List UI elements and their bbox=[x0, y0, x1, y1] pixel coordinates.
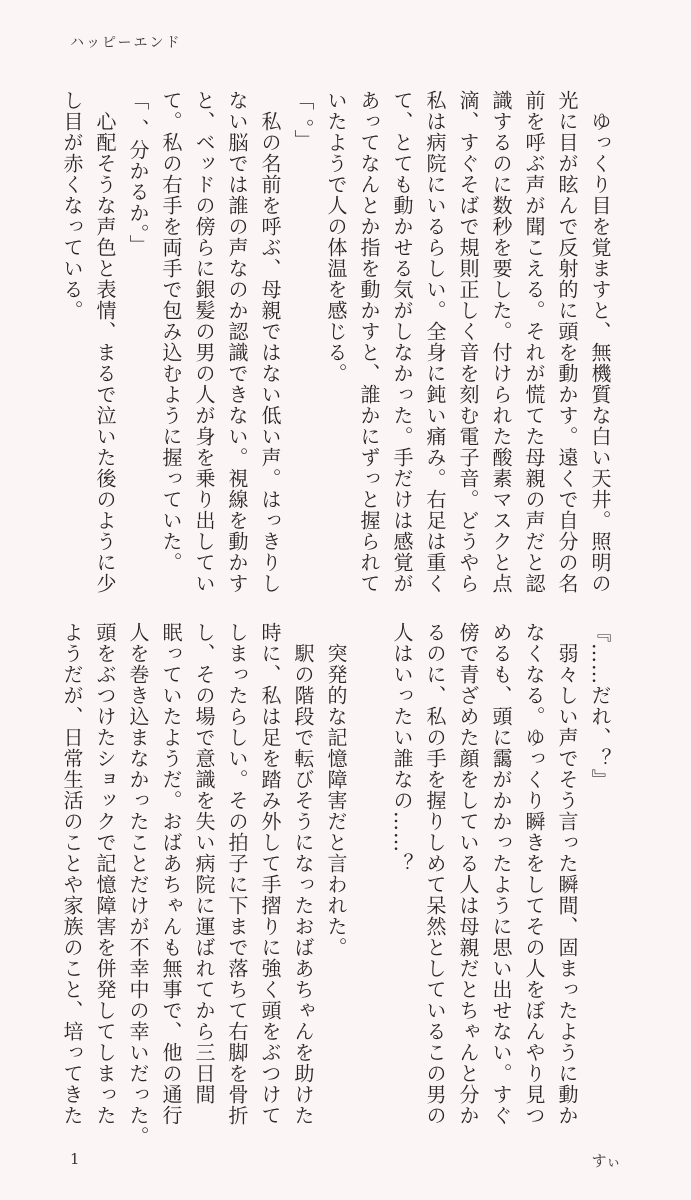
text-line: 心配そうな声色と表情、まるで泣いた後のように少 bbox=[93, 90, 117, 594]
text-line: ゆっくり目を覚ますと、無機質な白い天井。照明の bbox=[588, 90, 612, 594]
text-line: と、ベッドの傍らに銀髪の男の人が身を乗り出してい bbox=[192, 90, 216, 594]
text-line: しまったらしい。その拍子に下まで落ちて右脚を骨折 bbox=[225, 622, 249, 1126]
text-line: 「 、分かるか。」 bbox=[126, 90, 150, 256]
text-line: し、その場で意識を失い病院に運ばれてから三日間 bbox=[192, 622, 216, 1105]
text-line: て、とても動かせる気がしなかった。手だけは感覚が bbox=[390, 90, 414, 594]
text-line: 頭をぶつけたショックで記憶障害を併発してしまった bbox=[93, 622, 117, 1126]
text-line: るのに、私の手を握りしめて呆然としているこの男の bbox=[423, 622, 447, 1126]
text-line: 私は病院にいるらしい。全身に鈍い痛み。右足は重く bbox=[423, 90, 447, 594]
text-line: 弱々しい声でそう言った瞬間、固まったように動か bbox=[555, 622, 579, 1126]
text-line: 私の名前を呼ぶ、母親ではない低い声。はっきりし bbox=[258, 90, 282, 594]
text-line: ない脳では誰の声なのか認識できない。視線を動かす bbox=[225, 90, 249, 594]
text-line: 「 。」 bbox=[291, 90, 315, 151]
text-line: 『……だれ、？』 bbox=[588, 622, 612, 790]
text-line: ようだが、日常生活のことや家族のこと、培ってきた bbox=[60, 622, 84, 1126]
text-line: し目が赤くなっている。 bbox=[60, 90, 84, 321]
text-line: 識するのに数秒を要した。付けられた酸素マスクと点 bbox=[489, 90, 513, 594]
page-title: ハッピーエンド bbox=[70, 35, 182, 51]
page-number: 1 bbox=[70, 1150, 80, 1168]
text-column-block-bottom bbox=[56, 622, 616, 1147]
text-line: なくなる。ゆっくり瞬きをしてその人をぼんやり見つ bbox=[522, 622, 546, 1126]
text-line: 時に、私は足を踏み外して手摺りに強く頭をぶつけて bbox=[258, 622, 282, 1126]
text-line: て。私の右手を両手で包み込むように握っていた。 bbox=[159, 90, 183, 573]
text-line: 光に目が眩んで反射的に頭を動かす。遠くで自分の名 bbox=[555, 90, 579, 594]
text-line: 傍で青ざめた顔をしている人は母親だとちゃんと分か bbox=[456, 622, 480, 1126]
text-line: あってなんとか指を動かすと、誰かにずっと握られて bbox=[357, 90, 381, 594]
text-column-block-top bbox=[56, 90, 616, 594]
text-line: 人を巻き込まなかったことだけが不幸中の幸いだった。 bbox=[126, 622, 150, 1147]
text-line: 滴、すぐそばで規則正しく音を刻む電子音。どうやら bbox=[456, 90, 480, 594]
text-line: いたようで人の体温を感じる。 bbox=[324, 90, 348, 384]
text-line: 前を呼ぶ声が聞こえる。それが慌てた母親の声だと認 bbox=[522, 90, 546, 594]
author-name: すぃ bbox=[591, 1152, 621, 1170]
blank-line bbox=[352, 622, 385, 1122]
text-line: 眠っていたようだ。おばあちゃんも無事で、他の通行 bbox=[159, 622, 183, 1126]
text-line: めるも、頭に靄がかかったように思い出せない。すぐ bbox=[489, 622, 513, 1126]
text-line: 突発的な記憶障害だと言われた。 bbox=[324, 622, 348, 958]
text-line: 駅の階段で転びそうになったおばあちゃんを助けた bbox=[291, 622, 315, 1126]
text-line: 人はいったい誰なの……？ bbox=[390, 622, 414, 874]
